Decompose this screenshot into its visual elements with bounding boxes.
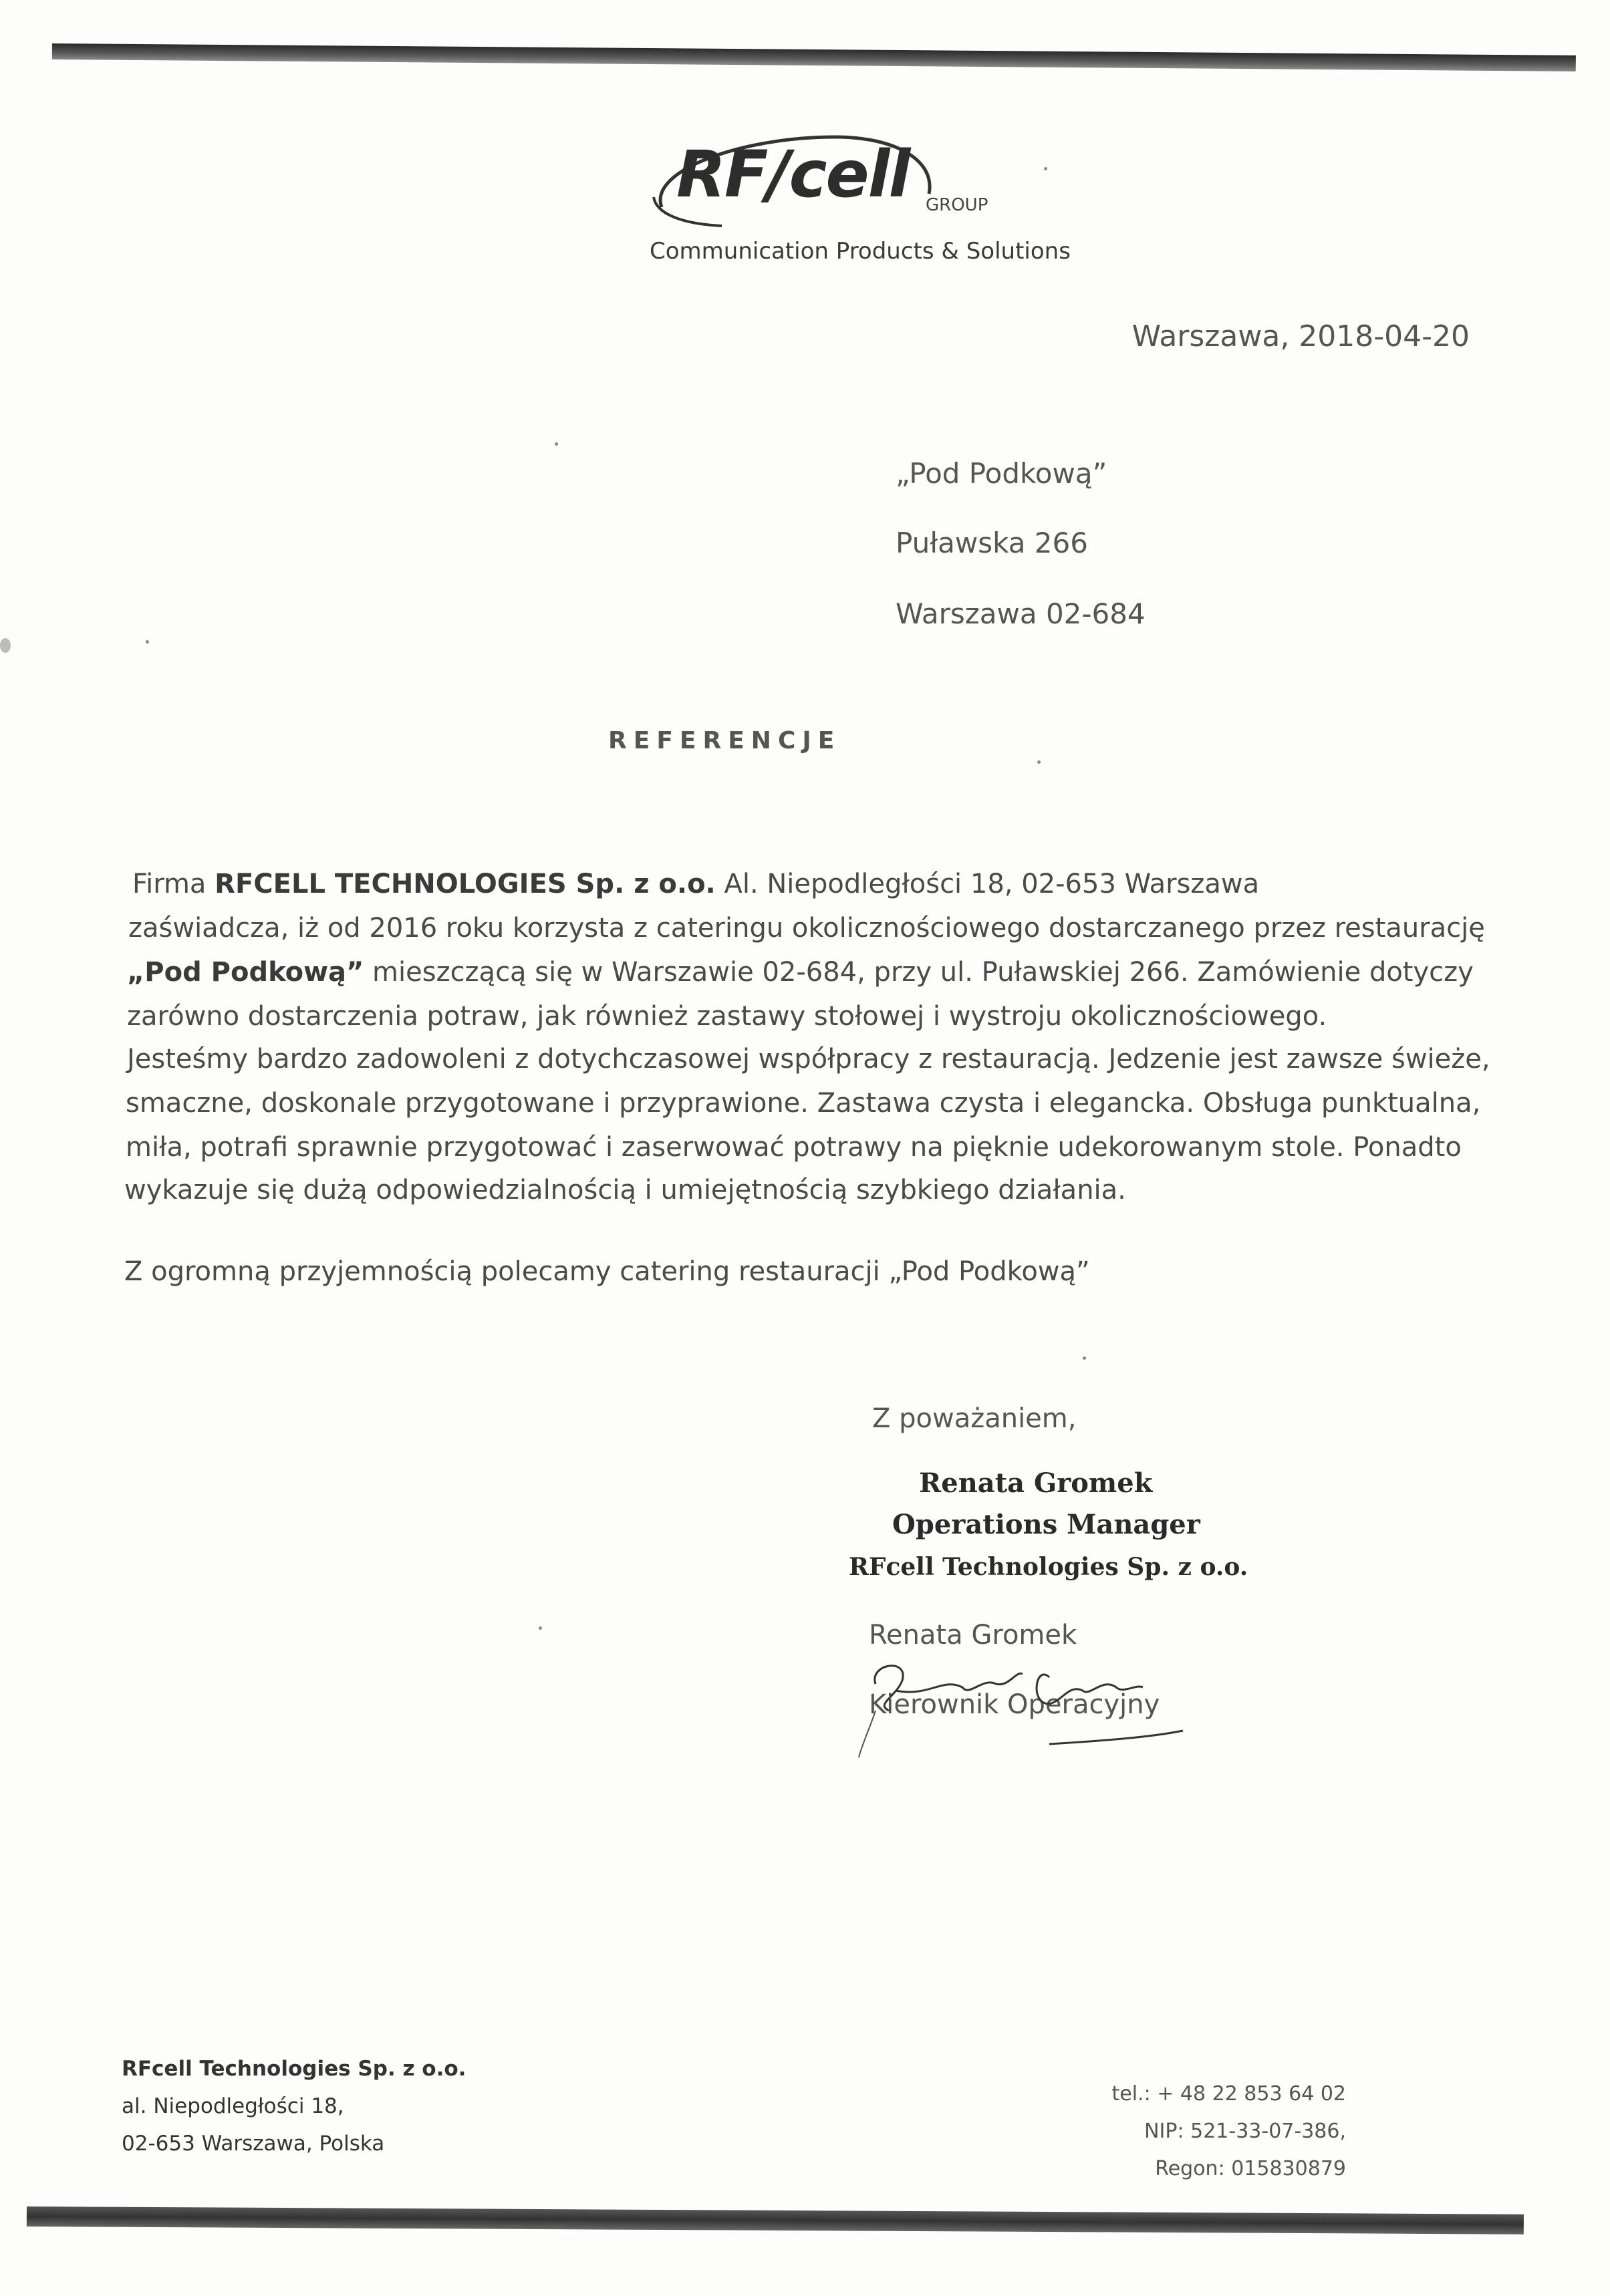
signature-name: Renata Gromek — [869, 1620, 1077, 1651]
body-line-2: zaświadcza, iż od 2016 roku korzysta z cateringu okolicznościowego dostarczanego przez restaurację — [128, 913, 1485, 944]
restaurant-name-bold: „Pod Podkową” — [127, 957, 364, 988]
stamp-name: Renata Gromek — [919, 1467, 1153, 1499]
scan-speck — [1037, 760, 1041, 764]
recipient-city: Warszawa 02-684 — [896, 597, 1146, 630]
body-line-1 — [132, 869, 1259, 899]
document-title: REFERENCJE — [608, 727, 841, 754]
footer-nip: NIP: 521-33-07-386, — [1144, 2120, 1346, 2143]
handwritten-signature — [849, 1651, 1196, 1757]
company-name-bold: RFCELL TECHNOLOGIES Sp. z o.o. — [215, 869, 716, 899]
scan-speck — [555, 442, 558, 446]
body-line-6: smaczne, doskonale przygotowane i przyprawione. Zastawa czysta i elegancka. Obsługa punktualna, — [126, 1088, 1481, 1119]
letter-date: Warszawa, 2018-04-20 — [1131, 319, 1470, 353]
body-line-7: miła, potrafi sprawnie przygotować i zaserwować potrawy na pięknie udekorowanym stole. Ponadto — [126, 1132, 1462, 1163]
bottom-border-bar — [27, 2206, 1524, 2235]
signoff: Z poważaniem, — [872, 1403, 1077, 1434]
footer-regon: Regon: 015830879 — [1155, 2157, 1346, 2180]
body-line-1-intro: Firma — [132, 869, 215, 899]
top-border-bar — [52, 43, 1576, 71]
recipient-name: „Pod Podkową” — [896, 457, 1107, 490]
footer-street: al. Niepodległości 18, — [122, 2094, 344, 2118]
logo-tagline: Communication Products & Solutions — [650, 238, 1071, 265]
recipient-street: Puławska 266 — [896, 527, 1088, 559]
footer-company: RFcell Technologies Sp. z o.o. — [122, 2057, 466, 2081]
stamp-role: Operations Manager — [892, 1509, 1200, 1540]
footer-tel: tel.: + 48 22 853 64 02 — [1111, 2082, 1346, 2106]
stamp-company: RFcell Technologies Sp. z o.o. — [849, 1553, 1248, 1581]
footer-city: 02-653 Warszawa, Polska — [122, 2132, 385, 2156]
logo-wordmark: RF/cell — [676, 137, 910, 212]
body-line-3 — [127, 957, 1474, 988]
scan-speck — [1083, 1356, 1086, 1360]
scan-speck — [1044, 167, 1047, 170]
signature-title: Kierownik Operacyjny — [869, 1689, 1160, 1720]
closing-line: Z ogromną przyjemnością polecamy catering restauracji „Pod Podkową” — [124, 1256, 1090, 1287]
scan-speck — [146, 640, 149, 643]
body-line-4: zarówno dostarczenia potraw, jak również zastawy stołowej i wystroju okolicznościowego. — [127, 1001, 1327, 1032]
body-line-8: wykazuje się dużą odpowiedzialnością i umiejętnością szybkiego działania. — [124, 1175, 1126, 1205]
scan-edge-mark — [0, 638, 11, 653]
logo-group-label: GROUP — [926, 195, 988, 215]
body-line-1-address: Al. Niepodległości 18, 02-653 Warszawa — [715, 869, 1260, 899]
body-line-3-text: mieszczącą się w Warszawie 02-684, przy ul. Puławskiej 266. Zamówienie dotyczy — [364, 957, 1474, 988]
body-line-5: Jesteśmy bardzo zadowoleni z dotychczasowej współpracy z restauracją. Jedzenie jest zawsze świeże, — [127, 1044, 1490, 1074]
scan-speck — [539, 1626, 542, 1630]
